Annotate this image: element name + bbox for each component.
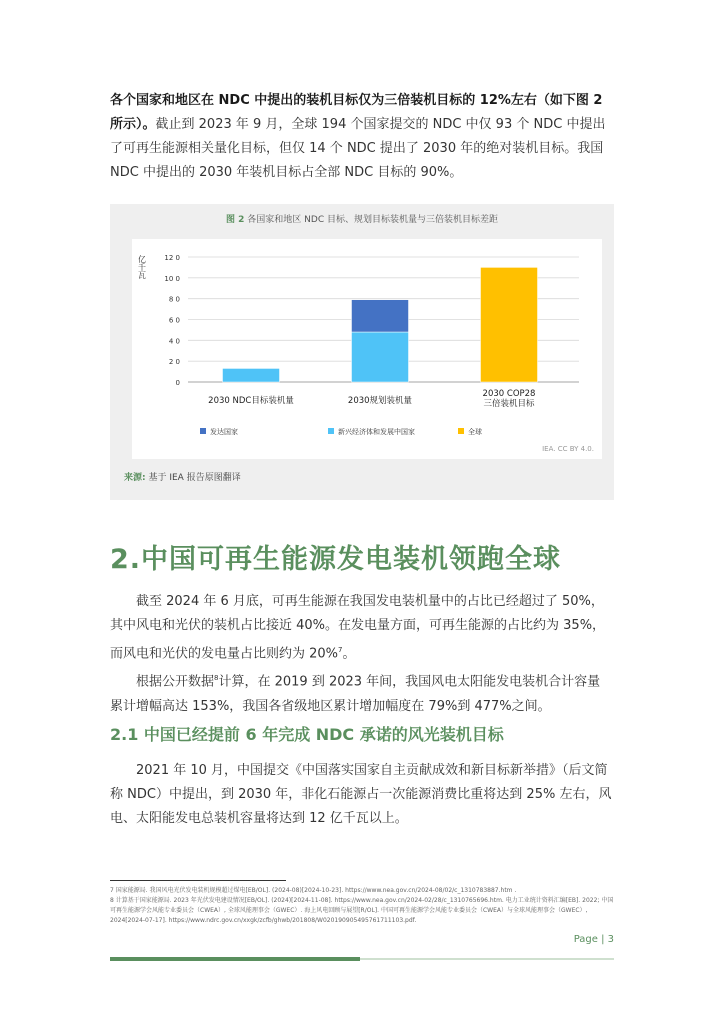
bar-segment — [352, 332, 409, 382]
section2-p2-text-a: 根据公开数据 — [136, 674, 215, 690]
footer-bar-accent — [110, 957, 360, 961]
y-axis-label: 亿千瓦 — [137, 255, 147, 279]
intro-text: 截止到 2023 年 9 月，全球 194 个国家提交的 NDC 中仅 93 个 NDC 中提出了可再生能源相关量化目标，但仅 14 个 NDC 提出了 2030 年的绝对装机目标。我国 NDC 中提出的 2030 年装机目标占全部 NDC 目标的 90%。 — [110, 117, 606, 180]
section21-body — [110, 759, 612, 831]
figure-box — [110, 204, 614, 500]
figure-title-text: 各国家和地区 NDC 目标、规划目标装机量与三倍装机目标差距 — [247, 215, 498, 225]
figure-number: 图 2 — [226, 215, 245, 225]
bar-segment — [352, 300, 409, 332]
section2-p1-text-a: 截至 2024 年 6 月底，可再生能源在我国发电装机量中的占比已经超过了 50%，其中风电和光伏的装机占比接近 40%。在发电量方面，可再生能源的占比约为 35%，而风电和光伏的发电量占比则约为 20% — [110, 594, 606, 662]
legend-swatch — [328, 428, 334, 434]
bar-segment — [481, 267, 538, 382]
footnote-8: 8 计算基于国家能源局. 2023 年光伏发电建设情况[EB/OL]. (2024)[2024-11-08]. https://www.nea.gov.cn/2024-02/28/c_1310765696.htm. 电力工业统计资料汇编[EB]. 2022; 中国可再生能源学会风能专业委员会（CWEA）, 全球风能理事会（GWEC）. 海上风电回顾与展望[R/OL]. 中国可再生能源学会风能专业委员会（CWEA）与全球风能理事会（GWEC）, 2024[2024-07-17]. https://www.ndrc.gov.cn/xxgk/zcfb/ghwb/201808/W020190905495761711103.pdf. — [110, 897, 614, 924]
section21-paragraph: 2021 年 10 月，中国提交《中国落实国家自主贡献成效和新目标新举措》（后文简称 NDC）中提出，到 2030 年，非化石能源占一次能源消费比重将达到 25% 左右，风电、太阳能发电总装机容量将达到 12 亿千瓦以上。 — [110, 763, 612, 826]
section2-paragraph-2 — [110, 666, 612, 718]
source-label: 来源: — [124, 473, 146, 483]
source-text: 基于 IEA 报告原图翻译 — [148, 473, 241, 483]
bar-segment — [223, 368, 280, 382]
chart-credit: IEA. CC BY 4.0. — [542, 445, 594, 453]
y-tick-label: 6 0 — [168, 316, 180, 325]
footnote-7: 7 国家能源局. 我国风电光伏发电装机规模超过煤电[EB/OL]. (2024-08)[2024-10-23]. https://www.nea.gov.cn/2024-08/02/c_1310783887.htm . — [110, 887, 517, 894]
section-heading-2-1: 2.1 中国已经提前 6 年完成 NDC 承诺的风光装机目标 — [110, 725, 504, 744]
legend-label: 发达国家 — [210, 428, 238, 436]
y-tick-label: 2 0 — [168, 358, 180, 367]
y-tick-label: 10 0 — [164, 274, 180, 283]
y-tick-label: 8 0 — [168, 295, 180, 304]
intro-paragraph — [110, 89, 612, 185]
intro-bold-text: 各个国家和地区在 NDC 中提出的装机目标仅为三倍装机目标的 12%左右（如下图 2 所示）。 — [110, 93, 603, 132]
y-tick-label: 12 0 — [164, 254, 180, 262]
legend-swatch — [458, 428, 464, 434]
legend-label: 新兴经济体和发展中国家 — [338, 428, 415, 436]
section2-p2-text-b: 计算，在 2019 到 2023 年间，我国风电太阳能发电装机合计容量累计增幅高达 153%，我国各省级地区累计增加幅度在 79%到 477%之间。 — [110, 674, 601, 714]
legend-label: 全球 — [468, 428, 482, 436]
section2-p1-text-b: 。 — [342, 646, 356, 662]
footnote-ref-7: 7 — [338, 646, 343, 654]
footnotes — [110, 886, 614, 926]
footnote-ref-8: 8 — [214, 674, 219, 683]
section-heading-2: 2.中国可再生能源发电装机领跑全球 — [110, 544, 562, 575]
footnote-divider — [110, 880, 286, 881]
x-category-label: 2030 NDC目标装机量 — [208, 396, 294, 406]
x-category-label: 三倍装机目标 — [483, 399, 535, 409]
figure-source — [124, 470, 241, 483]
y-tick-label: 0 — [175, 379, 180, 387]
page-number: Page | 3 — [573, 934, 614, 945]
x-category-label: 2030规划装机量 — [347, 396, 413, 406]
section2-paragraph-1 — [110, 590, 612, 666]
x-category-label: 2030 COP28 — [482, 389, 536, 399]
y-tick-label: 4 0 — [168, 337, 180, 346]
footer-bar-light — [360, 958, 614, 960]
figure-title — [110, 212, 614, 225]
legend-swatch — [200, 428, 206, 434]
bar-chart — [124, 235, 612, 465]
section2-body — [110, 590, 612, 719]
